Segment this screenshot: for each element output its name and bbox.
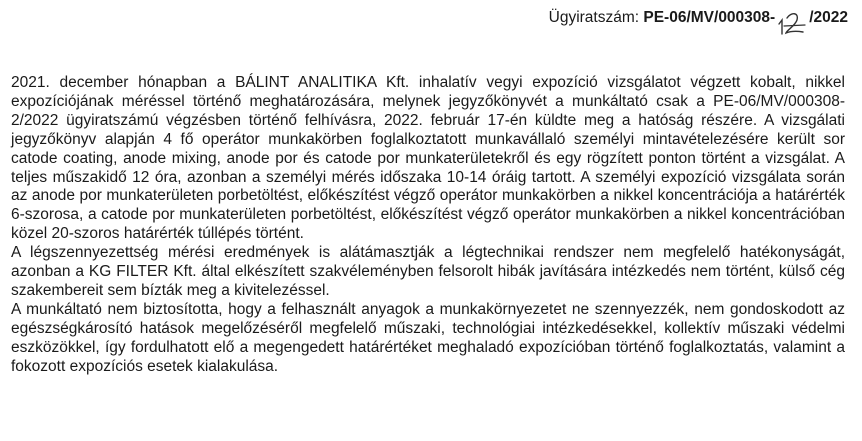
paragraph-measurement-findings: 2021. december hónapban a BÁLINT ANALITIKA Kft. inhalatív vegyi expozíció vizsgálatot végzett kobalt, nikkel expozíciójának méréssel történő meghatározására, melynek jegyzőkönyvét a munkáltató csak a PE-06/MV/000308-2/2022 ügyiratszámú végzésben történő felhívásra, 2022. február 17-én küldte meg a hatóság részére. A vizsgálati jegyzőkönyv alapján 4 fő operátor munkakörben foglalkoztatott munkavállaló személyi mintavételezésére került sor catode coating, anode mixing, anode por és catode por munkaterületekről és egy rögzített ponton történt a vizsgálat. A teljes műszakidő 12 óra, azonban a személyi mérés időszaka 10-14 óráig tartott. A személyi expozíció vizsgálata során az anode por munkaterületen porbetöltést, előkészítést végző operátor munkakörben a nikkel koncentrációja a határérték 6-szorosa, a catode por munkaterületen porbetöltést, előkészítést végző operátor munkakörben a nikkel koncentrációban közel 20-szoros határérték túllépés történt. bbox=[11, 74, 845, 243]
reference-number-prefix: PE-06/MV/000308- bbox=[643, 9, 776, 26]
reference-number-suffix: /2022 bbox=[809, 9, 848, 26]
paragraph-ventilation-deficiency: A légszennyezettség mérési eredmények is alátámasztják a légtechnikai rendszer nem megfelelő hatékonyságát, azonban a KG FILTER Kft. által elkészített szakvéleményben felsorolt hibák javítására intézkedés nem történt, külső cég szakembereit sem bízták meg a kivitelezéssel. bbox=[11, 244, 845, 299]
document-reference-header bbox=[549, 8, 848, 28]
paragraph-employer-obligations: A munkáltató nem biztosította, hogy a felhasznált anyagok a munkakörnyezetet ne szennyezzék, nem gondoskodott az egészségkárosító hatások megelőzéséről megfelelő műszaki, technológiai intézkedésekkel, kollektív műszaki védelmi eszközökkel, így fordulhatott elő a megengedett határértéket meghaladó expozícióban történő foglalkoztatás, valamint a fokozott expozíciós esetek kialakulása. bbox=[11, 300, 845, 375]
reference-label: Ügyiratszám: bbox=[548, 9, 640, 26]
document-body bbox=[11, 74, 845, 377]
handwritten-number-signature bbox=[775, 8, 809, 28]
